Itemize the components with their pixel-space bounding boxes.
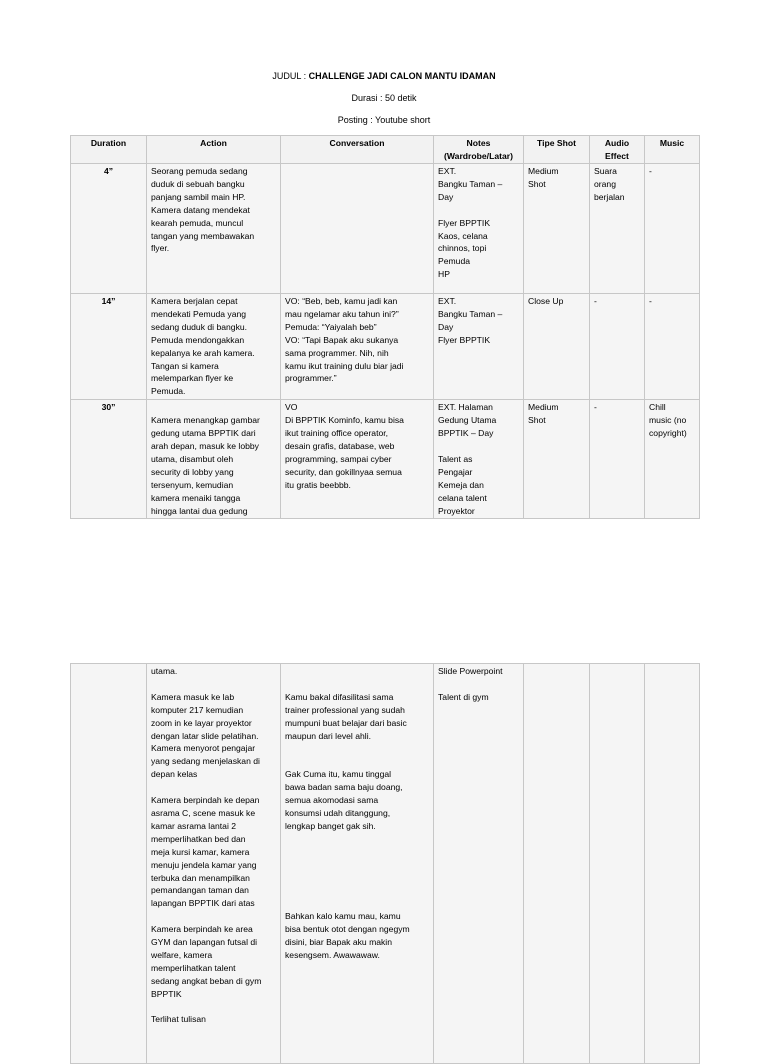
cell-tipe-shot: Close Up	[524, 294, 590, 400]
cell-duration: 4”	[71, 164, 147, 294]
cell-notes: Slide Powerpoint Talent di gym	[434, 664, 524, 1064]
cell-notes: EXT. Halaman Gedung Utama BPPTIK – Day Talent as Pengajar Kemeja dan celana talent Proyektor	[434, 400, 524, 519]
cell-conversation: VO: “Beb, beb, kamu jadi kan mau ngelamar aku tahun ini?” Pemuda: “Yaiyalah beb” VO: “Tapi Bapak aku sukanya sama programmer. Nih, nih kamu ikut training dulu biar jadi programmer.”	[281, 294, 434, 400]
table-row	[71, 294, 700, 400]
posting-line: Posting : Youtube short	[337, 115, 431, 125]
cell-audio-effect: -	[590, 400, 645, 519]
table-row	[71, 164, 700, 294]
cell-tipe-shot: Medium Shot	[524, 400, 590, 519]
cell-music: Chill music (no copyright)	[645, 400, 700, 519]
title-prefix: JUDUL :	[272, 71, 309, 81]
cell-action: Kamera berjalan cepat mendekati Pemuda yang sedang duduk di bangku. Pemuda mendongakkan kepalanya ke arah kamera. Tangan si kamera melemparkan flyer ke Pemuda.	[147, 294, 281, 400]
col-header-notes: Notes (Wardrobe/Latar)	[434, 136, 524, 164]
cell-notes: EXT. Bangku Taman – Day Flyer BPPTIK Kaos, celana chinnos, topi Pemuda HP	[434, 164, 524, 294]
col-header-duration: Duration	[71, 136, 147, 164]
cell-tipe-shot	[524, 664, 590, 1064]
cell-duration: 30”	[71, 400, 147, 519]
storyboard-table-continued	[70, 663, 700, 1064]
duration-line: Durasi : 50 detik	[351, 93, 417, 103]
cell-audio-effect: -	[590, 294, 645, 400]
cell-audio-effect: Suara orang berjalan	[590, 164, 645, 294]
cell-action: Kamera menangkap gambar gedung utama BPPTIK dari arah depan, masuk ke lobby utama, disambut oleh security di lobby yang tersenyum, kemudian kamera menaiki tangga hingga lantai dua gedung	[147, 400, 281, 519]
cell-conversation: Kamu bakal difasilitasi sama trainer professional yang sudah mumpuni buat belajar dari basic maupun dari level ahli. Gak Cuma itu, kamu tinggal bawa badan sama baju doang, semua akomodasi sama konsumsi udah ditanggung, lengkap banget gak sih. Bahkan kalo kamu mau, kamu bisa bentuk otot dengan ngegym disini, biar Bapak aku makin kesengsem. Awawawaw.	[281, 664, 434, 1064]
script-title	[0, 70, 768, 82]
cell-music	[645, 664, 700, 1064]
cell-action: Seorang pemuda sedang duduk di sebuah bangku panjang sambil main HP. Kamera datang mendekat kearah pemuda, muncul tangan yang membawakan flyer.	[147, 164, 281, 294]
cell-music: -	[645, 294, 700, 400]
cell-conversation: VO Di BPPTIK Kominfo, kamu bisa ikut training office operator, desain grafis, database, web programming, sampai cyber security, dan gokillnyaa semua itu gratis beebbb.	[281, 400, 434, 519]
cell-notes: EXT. Bangku Taman – Day Flyer BPPTIK	[434, 294, 524, 400]
table-header-row	[71, 136, 700, 164]
cell-conversation	[281, 164, 434, 294]
table-row	[71, 664, 700, 1064]
col-header-conversation: Conversation	[281, 136, 434, 164]
cell-duration: 14”	[71, 294, 147, 400]
cell-tipe-shot: Medium Shot	[524, 164, 590, 294]
storyboard-table	[70, 135, 700, 519]
cell-duration	[71, 664, 147, 1064]
cell-action: utama. Kamera masuk ke lab komputer 217 kemudian zoom in ke layar proyektor dengan latar slide pelatihan. Kamera menyorot pengajar yang sedang menjelaskan di depan kelas Kamera berpindah ke depan asrama C, scene masuk ke kamar asrama lantai 2 memperlihatkan bed dan meja kursi kamar, kamera menuju jendela kamar yang terbuka dan menampilkan pemandangan taman dan lapangan BPPTIK dari atas Kamera berpindah ke area GYM dan lapangan futsal di welfare, kamera memperlihatkan talent sedang angkat beban di gym BPPTIK Terlihat tulisan	[147, 664, 281, 1064]
col-header-action: Action	[147, 136, 281, 164]
table-row	[71, 400, 700, 519]
col-header-audio-effect: Audio Effect	[590, 136, 645, 164]
cell-audio-effect	[590, 664, 645, 1064]
title-text: CHALLENGE JADI CALON MANTU IDAMAN	[308, 71, 496, 81]
col-header-music: Music	[645, 136, 700, 164]
col-header-tipe-shot: Tipe Shot	[524, 136, 590, 164]
cell-music: -	[645, 164, 700, 294]
